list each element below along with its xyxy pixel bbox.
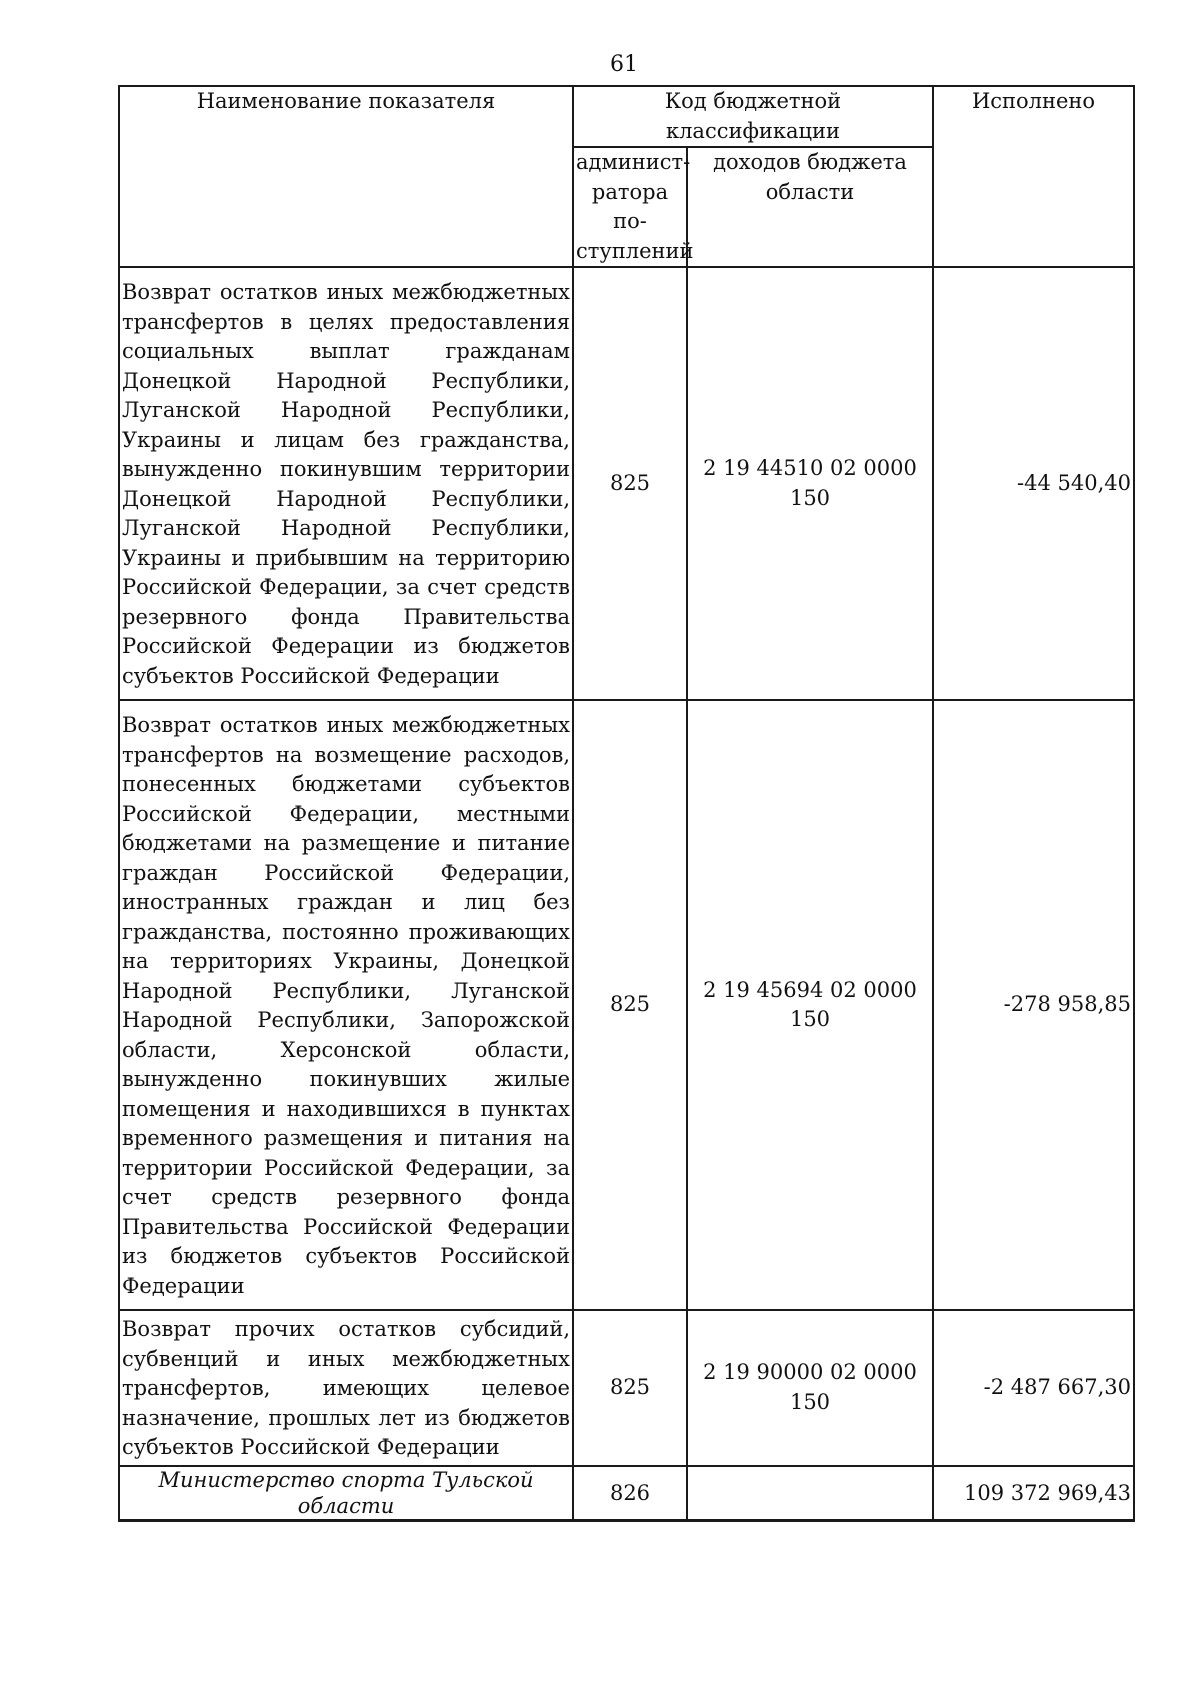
row-executed-amount: -278 958,85 <box>933 700 1134 1310</box>
header-row-top <box>119 86 1134 147</box>
row-executed-amount: -44 540,40 <box>933 267 1134 700</box>
budget-table <box>118 85 1135 1522</box>
ministry-admin-code: 826 <box>573 1466 687 1521</box>
row-indicator-name: Возврат остатков иных межбюджетных трансфертов на возмещение расходов, понесенных бюджетами субъектов Российской Федерации, местными бюджетами на размещение и питание граждан Российской Федерации, иностранных граждан и лиц без гражданства, постоянно проживающих на территориях Украины, Донецкой Народной Республики, Луганской Народной Республики, Запорожской области, Херсонской области, вынужденно покинувших жилые помещения и находившихся в пунктах временного размещения и питания на территории Российской Федерации, за счет средств резервного фонда Правительства Российской Федерации из бюджетов субъектов Российской Федерации <box>119 700 573 1310</box>
ministry-revenue-code <box>687 1466 933 1521</box>
header-admin-code: админист-ратора по-ступлений <box>573 147 687 267</box>
ministry-row <box>119 1466 1134 1521</box>
row-revenue-code: 2 19 44510 02 0000 150 <box>687 267 933 700</box>
header-revenue-code: доходов бюджета области <box>687 147 933 267</box>
header-executed: Исполнено <box>933 86 1134 267</box>
row-admin-code: 825 <box>573 1310 687 1466</box>
table-row <box>119 1310 1134 1466</box>
table-row <box>119 700 1134 1310</box>
row-indicator-name: Возврат остатков иных межбюджетных трансфертов в целях предоставления социальных выплат гражданам Донецкой Народной Республики, Луганской Народной Республики, Украины и лицам без гражданства, вынужденно покинувшим территории Донецкой Народной Республики, Луганской Народной Республики, Украины и прибывшим на территорию Российской Федерации, за счет средств резервного фонда Правительства Российской Федерации из бюджетов субъектов Российской Федерации <box>119 267 573 700</box>
row-admin-code: 825 <box>573 700 687 1310</box>
table-row <box>119 267 1134 700</box>
header-budget-code: Код бюджетной классификации <box>573 86 933 147</box>
row-admin-code: 825 <box>573 267 687 700</box>
row-indicator-name: Возврат прочих остатков субсидий, субвенций и иных межбюджетных трансфертов, имеющих целевое назначение, прошлых лет из бюджетов субъектов Российской Федерации <box>119 1310 573 1466</box>
page-number: 61 <box>610 52 638 77</box>
row-executed-amount: -2 487 667,30 <box>933 1310 1134 1466</box>
header-indicator-name: Наименование показателя <box>119 86 573 267</box>
row-revenue-code: 2 19 90000 02 0000 150 <box>687 1310 933 1466</box>
ministry-executed-amount: 109 372 969,43 <box>933 1466 1134 1521</box>
row-revenue-code: 2 19 45694 02 0000 150 <box>687 700 933 1310</box>
ministry-name: Министерство спорта Тульской области <box>119 1466 573 1521</box>
